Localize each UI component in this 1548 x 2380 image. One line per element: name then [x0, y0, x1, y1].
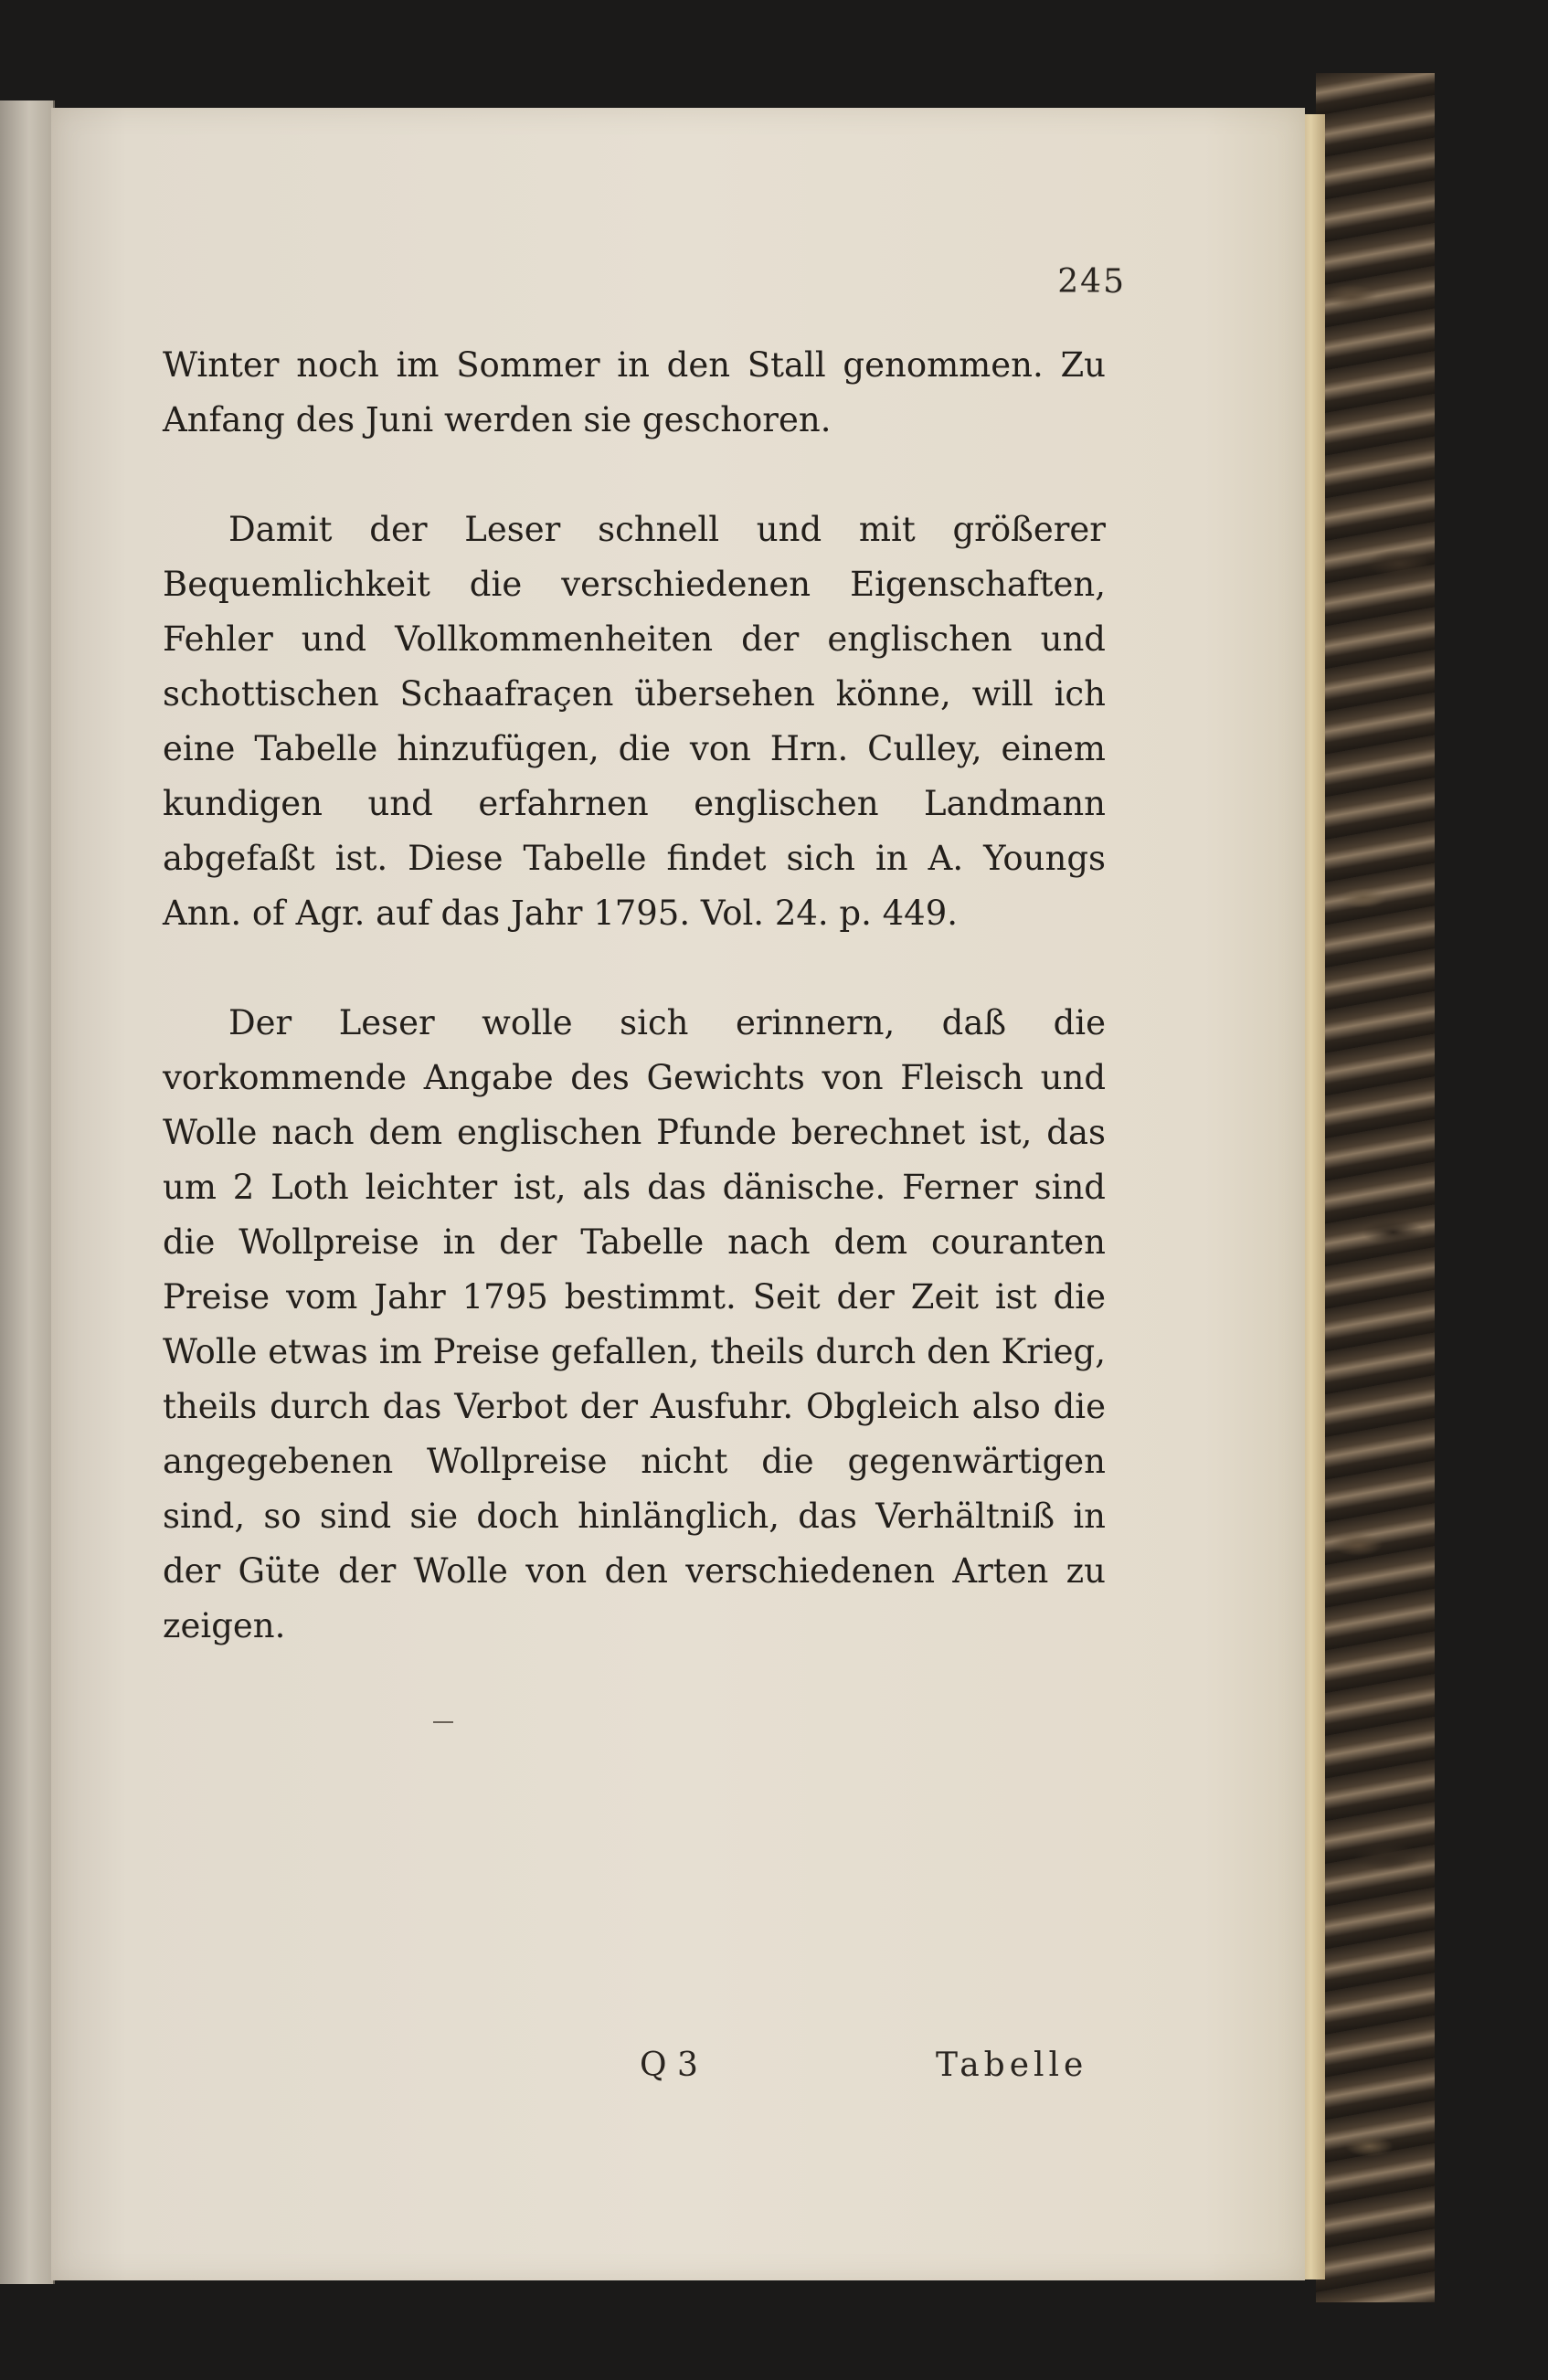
body-text	[163, 338, 1106, 1654]
signature-mark: Q 3	[640, 2047, 698, 2084]
marbled-cover	[1316, 73, 1435, 2302]
stray-mark	[433, 1721, 453, 1723]
catchword: Tabelle	[936, 2047, 1088, 2084]
paragraph-1: Winter noch im Sommer in den Stall genommen. Zu Anfang des Juni werden sie geschoren.	[163, 345, 1106, 439]
page-number: 245	[1057, 263, 1126, 301]
paragraph-2: Damit der Leser schnell und mit größerer Bequemlichkeit die verschiedenen Eigenschaften, Fehler und Vollkommenheiten der englischen und schottischen Schaafraçen übersehen könne, will ich eine Tabelle hinzufügen, die von Hrn. Culley, einem kundigen und erfahrnen englischen Landmann abgefaßt ist. Diese Tabelle findet sich in A. Youngs Ann. of Agr. auf das Jahr 1795. Vol. 24. p. 449.	[163, 510, 1106, 933]
paragraph-3: Der Leser wolle sich erinnern, daß die vorkommende Angabe des Gewichts von Fleisch und Wolle nach dem englischen Pfunde berechnet ist, das um 2 Loth leichter ist, als das dänische. Ferner sind die Wollpreise in der Tabelle nach dem couranten Preise vom Jahr 1795 bestimmt. Seit der Zeit ist die Wolle etwas im Preise gefallen, theils durch den Krieg, theils durch das Verbot der Ausfuhr. Obgleich also die angegebenen Wollpreise nicht die gegenwärtigen sind, so sind sie doch hinlänglich, das Verhältniß in der Güte der Wolle von den verschiedenen Arten zu zeigen.	[163, 1003, 1106, 1645]
left-page-edge	[0, 100, 55, 2284]
